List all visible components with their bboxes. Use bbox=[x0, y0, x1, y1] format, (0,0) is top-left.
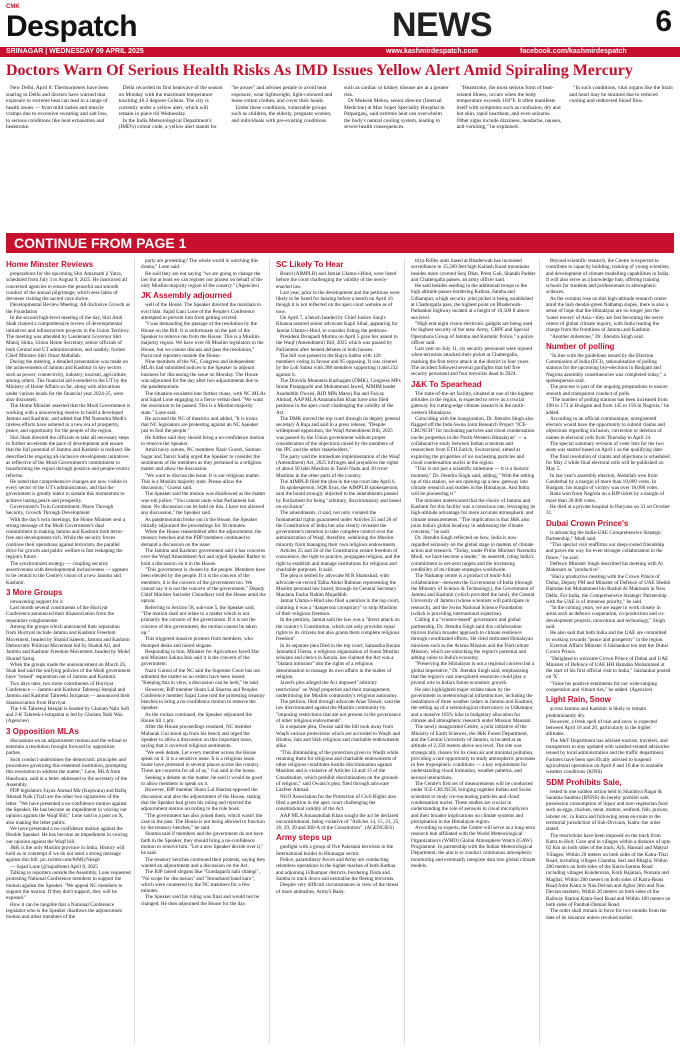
story-paragraph: After the House proceedings resumed, NC member Mubarak Gul stood up from his bench and urged the Speaker to allow a discussion on this important issue, saying that it involved religious sentiments. bbox=[141, 724, 253, 750]
story-paragraph: The bill was passed in the Rajya Sabha with 128 members voting in favour and 95 opposing. It was cleared by the Lok Sabha with 288 members supporting it and 232 against it. bbox=[276, 352, 398, 378]
story-paragraph: well of the House. The Speaker directed the marshals to evict him. Sajad Gani Lone of the People's Conference attempted to prevent him from getting evicted. bbox=[141, 302, 262, 322]
story-paragraph: Police, paramilitary forces and Army are conducting relentless operations in the higher reaches of both Kathua and adjoining Udhampur districts, bordering Doda and Samba to track down and neutralise the fleeing terrorists. bbox=[276, 857, 396, 882]
story-paragraph: When the House reassembled after the adjournment, the treasury benches and the PDP members continued to demand a discussion on the issue. bbox=[141, 529, 262, 548]
story-paragraph: "This is not just a scientific milestone — it is a historic moment," Dr. Jitendra Singh said, adding, "With the setting up of this station, we are opening up a new gateway into climate research and studies in the Himalayas. And India will be pioneering it." bbox=[411, 466, 535, 498]
story-paragraph: As the curtains rose on this high-altitude research centre amid the lush deodar-green Nathatop slopes, there is also a sense of hope that the Himalayas are no longer just the 'water towers' of Asia—they are fast becoming the nerve centre of global climate inquiry, with India leading the charge from the frontlines of Jammu and Kashmir. bbox=[546, 295, 669, 334]
story-paragraph: AAP MLA Amanatullah Khan sought the act be declared unconstitutional, being violative of "Articles 14, 15, 21, 25, 26, 29, 30 and 300-A of the Constitution". (AGENCIES) bbox=[276, 812, 400, 832]
story-paragraph: This triggered massive protests from members, who thumped desks and raised slogans. bbox=[141, 636, 253, 649]
story-paragraph: triya Rifles units based at Bhaderwah has increased surveillance in 15,500 feet high Kailash Kund mountains besides more covered Seoj Dhar, Prem Gali, Shankh Padder and Chattergalla passes, an army officer said. bbox=[411, 258, 536, 283]
story-paragraph: Jamiat Ulama-i-Hind also filed a petition in the top court, claiming it was a "dangerous conspiracy" to strip Muslims of their religious freedom. bbox=[276, 598, 400, 618]
story-paragraph: Despite very difficult circumstances in view of the threat of more ambushes, Army's Rash- bbox=[276, 882, 399, 895]
story-paragraph: Nazir Gurezi of the NC said the Supreme Court has not admitted the matter so no orders have been issued. "Keeping this in view, a discussion can be held," he said. bbox=[141, 667, 260, 687]
story-paragraph: "We seek debate. Let every member across the House speak on it. It is a sensitive issue. It is a religious issue. Some have protested in several places across the country. These are concerns for all of us," Gul said in the house. bbox=[141, 749, 260, 775]
story-paragraph: New Delhi, April 8: Thermometers have been soaring in Delhi and doctors have warned that exposure to extreme heat can lead to a range of health issues — from mild rashes and muscle cramps due to excessive sweating and salt loss, to serious conditions like heat exhaustion and heatstroke. bbox=[6, 85, 109, 130]
story-paragraph: He accused the NC of theatrics and added, "It is ironic that NC legislators are protesting against an NC Speaker just to fool the people." bbox=[141, 415, 259, 435]
story-paragraph: Referring to Section 58, sub-rule 5, the Speaker said, "The motion shall not relate to a matter which is not primarily the concern of the government. If it is not the concern of this government, the motion cannot be taken up." bbox=[141, 604, 257, 636]
story-paragraph: J&K is the only Muslim province in India. History will hold us in contempt if we do not send a strong message against this bill. pic.twitter.com/8rMIyNnegb bbox=[6, 844, 125, 864]
story-paragraph: In a separate plea, Owaisi said the bill took away from Waqfs various protections which are accorded to Waqfs and Hindus, Jain and Sikh religious and charitable endowments alike. bbox=[276, 724, 401, 750]
story-paragraph: The order shall remain in force for two months from the date of its issuance unless revoked earlier. bbox=[546, 908, 667, 921]
story-paragraph: "Had a productive meeting with the Crown Prince of Dubai, Deputy PM and Minister of Defence of UAE Sheikh Hamdan bin Mohammed bin Rashid Al Maktoum in New Delhi. For India, the Comprehensive Strategic Partnership with the UAE is of immense priority," he said. bbox=[546, 573, 671, 605]
story-paragraph: He said besides sending in the additional troops to the high altitude passes bordering Kathua, Samba and Udhampur, a high security joint picket is being established at Chattergalla pass, the highest point on Bhaderwah-Pathankot highway located at a height of 10,500 ft above sea level. bbox=[411, 283, 533, 321]
story-paragraph: Among the groups which announced their separation from Hurriyat include Jammu and Kashmir Freedom Movement, headed by Shahid Saleem, Jammu and Kashmir Democratic Political Movement led by Shahid Ali, and Jammu and Kashmir Freedom Movement, headed by Mohd Sharief Sartaj. bbox=[6, 624, 131, 662]
story-paragraph: Under these conditions, vulnerable groups such as children, the elderly, pregnant women, and individuals with pre-existing conditions such as cardiac or kidney disease are at a greater risk. bbox=[231, 85, 449, 124]
story-heading: Army steps up bbox=[276, 833, 332, 843]
story-paragraph: Seeking a debate on the matter, he said it would be good to allow members to speak on it. bbox=[141, 774, 263, 788]
dateline: SRINAGAR | WEDNESDAY 09 APRIL 2025 bbox=[6, 48, 144, 55]
story-heading: 3 Opposition MLAs bbox=[6, 726, 79, 736]
story-paragraph: "I was demanding the passage of the resolution by the House on the Bill. It is unfortunate on the part of the Speaker to remove me from the House. This is a Muslim-majority region. We have over 60 Muslim legislators in the House, but we cannot discuss and pass the resolution," Parra told reporters outside the House. bbox=[141, 321, 264, 359]
story-paragraph: However, a fresh spell of rain and snow is expected between April 18 and 20, particularly in the higher altitudes. bbox=[546, 718, 657, 738]
story-paragraph: — Sajad Lone (@sajadlone) April 8, 2025 bbox=[10, 863, 98, 870]
story-paragraph: "We want to discuss the issue. It is our religious matter. This is a Muslim majority state. Please allow the discussion," Gurezi said. bbox=[141, 472, 260, 492]
story-paragraph: "The number of polling stations has been increased from 198 to 173 in Budgam and from 145 to 150 in Nagrota," he added. bbox=[546, 396, 669, 416]
story-paragraph: He said they are not saying "we are going to change the law but at least we can register our protest on behalf of the only Muslim-majority region of the country." (Agencies) bbox=[141, 270, 263, 290]
news-column bbox=[276, 258, 405, 1044]
story-paragraph: Last month several constituents of the Hurriyat Conference announced their disassociation from the separatists conglomerate. bbox=[6, 605, 114, 624]
story-paragraph: The Jammu and Kashmir government said it has concerns over the Waqf Amendment Act and urged Speaker Rather to hold a discussion on it in the House. bbox=[141, 548, 266, 567]
story-paragraph: "Delighted to welcome Crown Prince of Dubai and UAE Minister of Defence of UAE HH Hamdan Mohammed at the start of his first official visit to India," Jaishankar posted on 'X'. bbox=[546, 655, 671, 681]
news-column bbox=[411, 258, 540, 1044]
story-paragraph: "In the coming years, we are eager to work closely in areas such as defence cooperation, co-production and co-development projects, innovation and technology," Singh said. bbox=[546, 605, 665, 631]
story-paragraph: NGO Association for the Protection of Civil Rights also filed a petition in the apex court challenging the constitutional validity of the Act. bbox=[276, 793, 397, 813]
story-paragraph: The synchronized strategy — coupling security assertiveness with developmental inclusiveness — appears to be central to the Centre's vision of a new Jammu and Kashmir. bbox=[6, 560, 129, 586]
story-paragraph: In the second high-level meeting of the day, Shri Amit Shah chaired a comprehensive review of developmental initiatives and infrastructure projects in the Union Territory. The meeting was attended by Lieutenant Governor Shri Manoj Sinha, Union Home Secretary, senior officials of both Central and UT administrations, and notably, former Chief Minister Shri Omar Abdullah. bbox=[6, 315, 130, 359]
story-paragraph: Last year on July 11, six security personnel were injured when terrorists attacked their picket at Chattergalla, marking the first terror attack in the district in four years. The incident followed several gunfights that left five security personnel and four terrorists dead in 2024. bbox=[411, 346, 533, 378]
story-heading: Home Minster Reviews bbox=[6, 260, 94, 269]
story-paragraph: He further said they should bring a no-confidence motion to remove the Speaker. bbox=[141, 434, 265, 448]
story-paragraph: During the meeting, a detailed presentation was made on the achievements of Jammu and Kashmir in key sectors such as power, connectivity, industry, tourism, agriculture, among others. The financial aid extended to the UT by the Ministry of Home Affairs so far, along with allocations under various heads for the financial year 2024-25, were also discussed. bbox=[6, 359, 128, 403]
story-paragraph: The Centre's first set of measurements will be conducted under ICE-CRUNCH, bringing together Indian and Swiss scientists to study ice-nucleating particles and cloud condensation nuclei. These studies are crucial in understanding the role of aerosols in cloud microphysics and their broader implications on climate systems and precipitation in the Himalayan region. bbox=[411, 781, 533, 825]
masthead bbox=[0, 0, 680, 52]
story-paragraph: However, BJP member Sham Lal Sharma opposed the discussion and also the adjournment of the House, stating that the Speaker had given his ruling and rejected the adjournment motion according to the rule book. bbox=[141, 787, 261, 813]
story-paragraph: President Droupadi Murmu on April 5 gave her assent to the Waqf (Amendment) Bill, 2025 which was passed by Parliament after heated debates in both houses. bbox=[276, 333, 398, 353]
story-paragraph: According to experts, the Centre will serve as a long-term research hub affiliated with the World Meteorological Organization's (WMO) Global Atmosphere Watch (GAW) Programme. In partnership with the Indian Meteorological Department, the aim is to conduct continuous atmospheric monitoring and eventually integrate data into global climate models. bbox=[411, 825, 536, 869]
story-paragraph: "This special visit reaffirms our deep-rooted friendship and paves the way for even stronger collaboration in the future," he said. bbox=[546, 542, 665, 561]
story-paragraph: Board (AIMPLB) and Jamiat Ulama-i-Hind, were listed before the court challenging the validity of the newly-enacted law. bbox=[276, 271, 397, 290]
story-paragraph: The final resolution of claims and objections is scheduled for May 2 while final electoral rolls will be published on May 5. bbox=[546, 453, 670, 473]
story-paragraph: Delhi recorded its first heatwave of the season on Monday with the maximum temperature touching 40.2 degrees Celsius. The city is currently under a yellow alert, which will remain in place till Wednesday. bbox=[118, 85, 223, 117]
story-paragraph: "Heatstroke, the most serious form of heat-related illness, occurs when the body temperature exceeds 104°F. It often manifests itself with symptoms such as confusion, dry and hot skin, rapid heartbeat, and even seizures. Other signs include dizziness, headache, nausea, and vomiting," he explained. bbox=[456, 85, 562, 130]
story-paragraph: Beyond scientific research, the Centre is expected to contribute to capacity building, training of young scientists, and development of climate modelling capabilities in India. It will also serve as a knowledge hub, offering training schools for students and professionals in atmospheric sciences. bbox=[546, 258, 670, 296]
story-paragraph: How it can be tangible that a National Conference legislator who is the Speaker disallows the adjournment motion and other members of the bbox=[6, 901, 122, 921]
story-paragraph: The treasury benches continued their protests, saying they wanted an adjournment and a discussion on the Act. bbox=[141, 856, 266, 869]
main-headline: Doctors Warn Of Serious Health Risks As IMD Issues Yellow Alert Amid Spiraling Mercury bbox=[6, 62, 633, 79]
story-paragraph: The amendments, it said, not only violated the fundamental rights guaranteed under Articles 25 and 26 of the Constitution of India but also clearly revealed the government's intention to take complete control over the administration of Waqf, therefore, sidelining the Muslim minority from managing their own religious endowments. bbox=[276, 510, 398, 548]
story-paragraph: Coinciding with the inauguration, Dr. Jitendra Singh also flagged off the Indo-Swiss Joint Research Project "ICE-CRUNCH" for nucleating particles and cloud condensation nuclei properties in the North-Western Himalayas" — a collaborative study between Indian scientists and researchers from ETH Zurich, Switzerland, aimed at exploring the properties of ice nucleating particles and cloud condensation nuclei in the region. bbox=[411, 415, 535, 466]
story-paragraph: He noted that comprehensive changes are now visible in every sector of the UT's administration, and that the government is greatly intent to sustain this momentum to achieve lasting peace and prosperity. bbox=[6, 478, 127, 504]
story-heading: Dubai Crown Prince's bbox=[546, 518, 629, 528]
story-paragraph: Its spokesperson, SQR Ilyas, the AIMPLB spokesperson, said the board strongly objected to the amendments passed by Parliament for being "arbitrary, discriminatory and based on exclusion". bbox=[276, 485, 401, 510]
story-paragraph: The restrictions have been imposed on the track from Katra to Holy Cave and in villages within a distance of upto 02 Km on both sides of the track; Arli, Hansali and Matyal Villages; Within 20 meters on both sides of the Katra-Tikri Road, including villages Chamba, Seri and Bhagla; Within 200 meters on both sides of the Katra-Jammu Road including villages Kunderoran, Kotli Bajalian, Nomain and Maghal; Within 200 meters on both sides of Katra-Reasi Road from Katra to Nau Devian and Aghar Jitto and Nau Devian markets; Within 20 meters on both sides of the Railway Station Katra-Sool Road and Within 100 meters on both sides of Panthal-Domail Road. bbox=[546, 832, 671, 908]
page-number: 6 bbox=[655, 5, 672, 38]
story-paragraph: Such conduct undermines the democratic principles and procedures governing this esteemed institution, prompting this resolution to address the matter," Lone, MLA from Handwara, said in a letter addressed to the secretary of the Assembly. bbox=[6, 756, 128, 788]
story-paragraph: He also said that both India and the UAE are committed to working towards "peace and prosperity" in the region. bbox=[546, 630, 667, 643]
story-paragraph: Talking to reporters outside the Assembly, Lone requested protesting National Conference members to support the motion against the Speaker. "We appeal NC members to support the motion. If they don't support, they will be exposed." bbox=[6, 870, 131, 902]
story-paragraph: The situation escalated into further chaos, with NC MLAs and Sajad Lone engaging in a fierce verbal duel. "We want the resolution to be passed. This is a Muslim-majority state," Lone said. bbox=[141, 390, 266, 416]
continue-banner: CONTINUE FROM PAGE 1 bbox=[6, 233, 674, 253]
story-heading: Light Rain, Snow bbox=[546, 695, 611, 705]
story-paragraph: party are protesting? The whole world is watching this drama," Lone said. bbox=[141, 258, 259, 271]
story-paragraph: In the petition, Jamiat said the law was a "direct attack on the country's Constitution, which not only provides equal rights to its citizens but also grants them complete religious freedom". bbox=[276, 617, 400, 643]
story-paragraph: Last year, prior to the development and the petitions were likely to be listed for hearing before a bench on April 16 though it is not reflected on the apex court website as of now. bbox=[276, 289, 400, 315]
story-paragraph: Government's Twin Commitment: Peace Through Security, Growth Through Development bbox=[6, 503, 114, 517]
story-heading: Number of polling bbox=[546, 341, 615, 351]
story-paragraph: tested in one sudden action held in Sharatiya Nagar & Sarakha Sanbhia (BNNS) do hereby prohibit sale, possession consumption of liquor and non-vegetarian food such as eggs, chicken, meat, mutton, seafood, fish, prawns, lobster etc. in Katra and following areas en-route to the territorial jurisdiction of Sub-Division, Katra: the order stated. bbox=[546, 788, 669, 833]
story-paragraph: We have presented a no confidence motion against the Honble Speaker. He has become an impediment in voicing our opinion against the Waqf bill. bbox=[6, 825, 128, 845]
story-paragraph: Amid noisy scenes, NC members Nazir Gurezi, Salman Sagar and Tanvir Sadiq urged the Speaker to consider the sentiments of the members as they pertained to a religious matter and allow the discussion. bbox=[141, 447, 262, 473]
story-paragraph: The minister underscored that the choice of Jammu and Kashmir for this facility was a conscious one, leveraging its high-altitude advantage for more accurate atmospheric and climate measurements. "The implication is that J&K also joins India's global headway in addressing the climate concerns," he said. bbox=[411, 497, 536, 536]
story-paragraph: As the ruckus continued, the Speaker adjourned the House till 1 pm. bbox=[141, 711, 252, 725]
story-paragraph: "Preserving the Himalayas is not a regional concern but a global imperative," Dr. Jitendra Singh said, emphasizing that the region's vast unexplored resources could play a pivotal role in India's future economic growth. bbox=[411, 661, 535, 687]
story-paragraph: He died at a private hospital in Haryana on 31 on October 31. bbox=[546, 503, 670, 517]
story-paragraph: Javed's plea alleged the Act imposed "arbitrary restrictions" on Waqf properties and their management, undermining the Muslim community's religious autonomy. bbox=[276, 680, 398, 699]
story-paragraph: unwavering support for it. bbox=[10, 598, 65, 605]
story-paragraph: The state-of-the-art facility, situated at one of the highest altitudes in the region, is expected to serve as a crucial gateway for cutting-edge climate research in the north-western Himalayas. bbox=[411, 390, 533, 416]
story-paragraph: Dr Mukesh Mehra, senior director (Internal Medicine) at Max Super Speciality Hospital in Patparganj, said extreme heat can overwhelm the body's natural cooling system, leading to severe health consequences. bbox=[343, 98, 445, 130]
story-paragraph: The DMK moved the top court through its deputy general secretary A Raja and said in a press release, "Despite widespread opposition, the Waqf Amendment Bill, 2025 was passed by the Union government without proper consideration of the objections raised by the members of the JPC and the other stakeholders." bbox=[276, 415, 401, 454]
dateline-bar bbox=[0, 47, 680, 57]
story-paragraph: The special summary revision of voter lists for the two seats was started based on April 1 as the qualifying date. bbox=[546, 441, 664, 454]
story-paragraph: "In line with the guidelines issued by the Election Commission of India (ECI), rationalisation of polling stations for the upcoming bye-elections in Budgam and Nagrota assembly constituencies was completed today," a spokesperson said. bbox=[546, 352, 666, 385]
story-heading: JK Assembly adjourned bbox=[141, 291, 232, 301]
story-paragraph: Two days later, two more constituents of Hurriyat Conference — Jammu and Kashmir Tahreeqi Isteqlal and Jammu and Kashmir Tahreeki Istiqamat — announced their disassociation from Hurriyat. bbox=[6, 680, 130, 706]
story-heading: 3 More Groups bbox=[6, 587, 63, 597]
story-paragraph: The Dravida Munnetra Kazhagam (DMK), Congress MPs Imran Pratapgarhi and Mohammad Jawed, AIMIM leader Asaduddin Owaisi, RJD MPs Manoj Jha and Faiyaz Ahmad, AAP MLA Amanatullah Khan have also filed petitions in the apex court challenging the validity of the Act. bbox=[276, 378, 401, 416]
website-link[interactable]: www.kashmirdespatch.com bbox=[386, 48, 478, 55]
story-paragraph: As pandemonium broke out in the House, the Speaker initially adjourned the proceedings for 30 minutes. bbox=[141, 516, 258, 529]
story-paragraph: preparations for the upcoming Shri Amarnath ji Yatra, scheduled from July 3 to August 9, 2025. He instructed all concerned agencies to ensure the peaceful and smooth conduct of the annual pilgrimage, which sees lakhs of devotees visiting the sacred cave shrine. bbox=[6, 271, 128, 303]
story-paragraph: "The government has also joined them, which wasn't the case in the past. The House is not being allowed to function by the treasury benches," he said. bbox=[141, 812, 265, 832]
story-paragraph: In the India Meteorological Department's (IMD's) colour code, a yellow alert stands for "be aware" and advises people to avoid heat exposure, wear lightweight, light-coloured and loose cotton clothes, and cover their heads. bbox=[118, 85, 333, 130]
story-paragraph: "This diminishing of the protection given to Waqfs while retaining them for religious and charitable endowments of other religions constitutes hostile discrimination against Muslims and is violative of Articles 14 and 15 of the Constitution, which prohibit discrimination on the grounds of religion," said Owaisi's plea, filed through advocate Lazfeer Ahmad. bbox=[276, 749, 399, 794]
story-paragraph: discussions on an adjournment motion and the refusal to entertain a resolution brought forward by opposition parties. bbox=[6, 737, 127, 757]
story-paragraph: PDP legislators Fayaz Ahmad Mir (Kupwara) and Rafiq Ahmad Naik (Tral) are the other two signatories of the letter. "We have presented a no-confidence motion against the Speaker. He has become an impediment in voicing our opinion against the Waqf Bill," Lone said in a post on X, also making the letter public. bbox=[6, 788, 128, 826]
story-paragraph: The process is part of the ongoing preparations to ensure smooth and transparent conduct of polls. bbox=[546, 384, 668, 397]
news-column bbox=[546, 258, 674, 1044]
story-paragraph: The Home Minister asserted that the Modi Government is working with a unwavering resolve to build a developed Jammu and Kashmir, and added that PM Narendra Modi's tireless efforts have ushered in a new era of prosperity, peace, and opportunity for the people of the region. bbox=[6, 403, 131, 435]
story-paragraph: The BJP raised slogans like "Gundagardi nahi chalegi", "No scope for discussion" and "Imranband band karo", which were countered by the NC members for a few minutes. bbox=[141, 869, 260, 895]
section-name: NEWS bbox=[392, 6, 492, 44]
story-paragraph: is advancing the India-UAE Comprehensive Strategic Partnership," Modi said. bbox=[546, 529, 662, 542]
news-column bbox=[6, 258, 135, 1044]
story-paragraph: The newly inaugurated Centre, a joint initiative of the Ministry of Earth Sciences, the J&K Forest Department, and the Central University of Jammu, is located at an altitude of 2,250 meters above sea level. The site was strategically chosen for its clean air and minimal pollution, providing a rare opportunity to study atmospheric processes in free tropospheric conditions — a key requirement for understanding cloud formation, weather patterns, and aerosol interactions. bbox=[411, 724, 536, 781]
facebook-link[interactable]: facebook.com/kashmirdespatch bbox=[520, 48, 627, 55]
story-paragraph: The plea is settled by advocate M R Shamshad, with advocate-on-record Talha Abdul Rahman representing the Muslim personal law board, through its General Secretary Maulana Fazlur Rahim Mujaddidi. bbox=[276, 573, 397, 599]
story-paragraph: Defence Minister Singh described his meeting with Al Maktoum as "productive". bbox=[546, 561, 663, 574]
story-paragraph: The Nathatop centre is a product of multi-fold collaboration—between the Government of India (through the Ministry of Science & Technology), the Government of Jammu and Kashmir (which provided the land), the Central University of Jammu (whose scientists will participate in research), and the Swiss National Science Foundation (which is providing international expertise). bbox=[411, 573, 535, 618]
story-paragraph: Nine members of the NC, Congress and Independent MLAs had submitted notices to the Speaker to adjourn business for discussing the issue on Monday. The House was adjourned for the day after two adjournments due to the pandemonium. bbox=[141, 359, 259, 391]
story-paragraph: Rana won from Nagrota on a BJP ticket by a margin of more than 30,000 votes. bbox=[546, 491, 665, 504]
story-paragraph: "In such conditions, vital organs like the brain and heart may be strained due to reduced cooling and redirected blood flow. bbox=[569, 85, 673, 104]
story-paragraph: The MeT Department has advised tourists, travelers, and transporters to stay updated with weather-related advisories issued by local administration and the traffic department. Farmers have been specifically advised to suspend agricultural operations on April 8 and 10 due to unstable weather conditions (KINS) bbox=[546, 737, 670, 776]
story-paragraph: The party said the immediate implementation of the Waqf (Amendment) Act, 2025 infringes and prejudices the rights of about 50 lakh Muslims in Tamil Nadu and 20 crore Muslims in the other parts of the country. bbox=[276, 453, 400, 479]
story-paragraph: Responding to him, Minister for Agriculture Javed Dar and Minister Sakina Itoo said it is the concern of the government. bbox=[141, 648, 260, 668]
story-paragraph: The J-K Tahreeqi Isteqlal is headed by Ghulam Nabi Sofi and J-K Tahreek-i-Istiqamat is led by Ghulam Nabi War. (Agencies) bbox=[6, 705, 130, 725]
story-paragraph: "High end night vision electronic gadgets are being used for highest security of the area. Army, CRPF and Special Operations Group of Jammu and Kashmir Police," a police officer said. bbox=[411, 320, 534, 346]
news-column bbox=[141, 258, 270, 1044]
story-paragraph: When the groups made the announcement on March 26, Shah had said the unifying policies of the Modi government have "tossed" separatism out of Jammu and Kashmir. bbox=[6, 661, 131, 681]
story-heading: SC Likely To Hear bbox=[276, 260, 344, 269]
story-paragraph: According to an official communique, unregistered electors would have the opportunity to submit claims and objections regarding inclusion, correction or deletion of names in electoral rolls from Thursday to April 24. bbox=[546, 415, 666, 441]
story-paragraph: Shri Shah directed the officials to take all necessary steps to further accelerate the pace of development and ensure that the full potential of Jammu and Kashmir is realized. He described the ongoing all-inclusive development initiatives as reflective of the Modi Government's commitment to transforming the region through positive and people-centric reforms. bbox=[6, 434, 131, 479]
story-paragraph: However, BJP member Sham Lal Sharma and Peoples Conference member Sajad Lone told the protesting treasury benches to bring a no-confidence motion to remove the Speaker. bbox=[141, 686, 266, 712]
story-heading: J&K To Spearhead bbox=[411, 379, 482, 389]
story-paragraph: The Speaker said the motion was disallowed as the matter was sub judice. "You cannot undo what Parliament has done. No discussion can be held on this. I have not allowed any discussion," the Speaker said. bbox=[141, 491, 266, 517]
story-paragraph: With the day's twin meetings, the Home Minister sent a strong message of the Modi Government's dual commitment to making Jammu and Kashmir both terror-free and development-rich. While the security forces continue their operations against terrorism, the parallel drive for growth and public welfare is fast reshaping the region's future. bbox=[6, 516, 126, 561]
story-paragraph: Articles 25 and 26 of the Constitution ensure freedom of conscience, the right to practice, propagate religion, and the right to establish and manage institutions for religious and charitable purposes. It said. bbox=[276, 548, 401, 573]
story-paragraph: "Another milestone," Dr. Jitendra Singh said. bbox=[550, 333, 644, 340]
story-paragraph: In its separate plea filed in the top court, Samastha Kerala Jamiathul Ulema, a religious organisation of Sunni Muslim scholars and clerics in Kerala, has claimed the Act was a "blatant intrusion" into the rights of a religious denomination to manage its own affairs in the matter of religion. bbox=[276, 642, 400, 680]
story-paragraph: "Value his positive sentiments for our wide-ranging cooperation and vibrant ties," he added. (Agencies) bbox=[546, 680, 657, 693]
story-heading: SDM Prohibits Sale, bbox=[546, 777, 622, 787]
story-paragraph: He also highlighted major strides taken by the government in meteorological infrastructure, including the installation of three weather radars in Jammu and Kashmir, the setting up of a seismological observatory in Udhampur, and a massive 185% hike in budgetary allocation for climate and atmospheric research under Mission Mausam. bbox=[411, 686, 534, 725]
continuation-columns bbox=[6, 258, 674, 1044]
top-story-body bbox=[6, 85, 674, 220]
story-paragraph: The petition, filed through advocate Anas Tanwir, said the law discriminated against the Muslim community by "imposing restrictions that are not present in the governance of other religious endowments". bbox=[276, 699, 401, 725]
story-paragraph: The AIMPLB filed the plea in the top court late April 6. bbox=[280, 478, 396, 485]
story-paragraph: In last year's assembly election, Abdullah won from Ganderbal by a margin of more than 18,000 votes. In Budgam, his margin of victory was over 18,000 votes. bbox=[546, 472, 659, 492]
story-paragraph: across Jammu and Kashmir is likely to remain predominantly dry. bbox=[546, 706, 647, 719]
story-paragraph: On April 7, a bench headed by Chief Justice Sanjiv Khanna assured senior advocate Kapil Sibal, appearing for Jamiat Ulama-i-Hind, to consider listing the petitions. bbox=[276, 315, 398, 334]
story-paragraph: Dr. Jitendra Singh reflected on how, India is now regarded seriously on the global stage in matters of climate action and research. "Today, under Prime Minister Narendra Modi, we have become a leader," he asserted, citing India's commitment to net-zero targets and the increasing credibility of its climate strategies worldwide. bbox=[411, 535, 536, 573]
story-paragraph: gunfight with a group of five Pakistani terrorists in the International border in Hiranagar sector. bbox=[276, 844, 394, 857]
story-paragraph: Calling it a "science-based" governance and global partnership, Dr. Jitendra Singh said this collaboration mirrors India's broader approach to climate resilience through coordinated efforts. He cited dedicated Himalayan missions such as the Aroma Mission and the Floriculture Mission, which are unlocking the region's potential and adding value to India's economy. bbox=[411, 617, 533, 662]
story-paragraph: "This government is chosen by the people. Members have been elected by the people. If it is the concern of the members, it is the concern of the government too. We cannot say it is not the concern of the government," Deputy Chief Minister Surinder Choudhary told the House amid the uproar. bbox=[141, 566, 266, 605]
story-paragraph: Developmental Review Meeting: All-Inclusive Growth as the Foundation bbox=[6, 302, 131, 315]
story-paragraph: Sharma said if members and the government do not have faith in the Speaker, they should bring a no-confidence motion to remove him. "Let a new Speaker decide over it," he said. bbox=[141, 831, 264, 857]
story-paragraph: The Speaker said his ruling was final and would not be changed. He then adjourned the House for the day. bbox=[141, 894, 260, 907]
brand-name: Despatch bbox=[6, 10, 138, 43]
story-paragraph: External Affairs Minister S Jaishankar too met the Dubai Crown Prince. bbox=[546, 642, 669, 656]
cmk-logo: CMK bbox=[6, 4, 20, 10]
